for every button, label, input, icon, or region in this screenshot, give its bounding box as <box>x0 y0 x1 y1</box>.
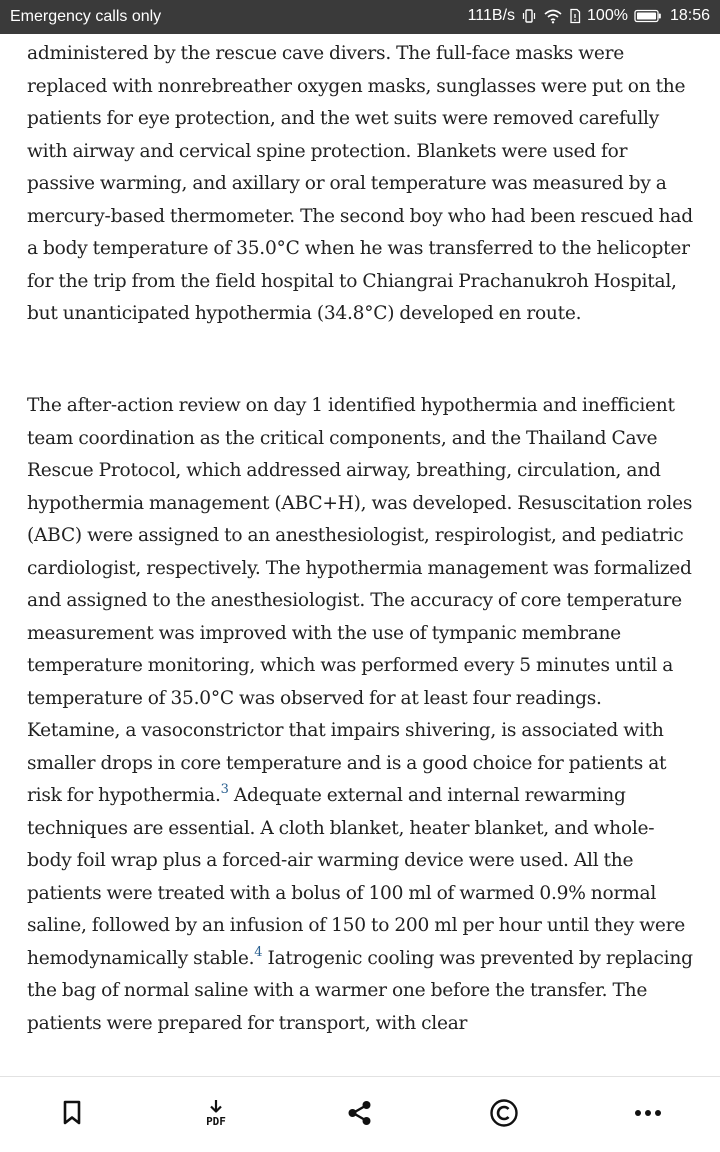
paragraph-text: Adequate external and internal rewarming techniques are essential. A cloth blanket, heater blanket, and whole-body foil wrap plus a forced-air warming device were used. All the patients were treated with a bolus of 100 ml of warmed 0.9% normal saline, followed by an infusion of 150 to 200 ml per hour until they were hemodynamically stable. <box>27 785 686 969</box>
bookmark-button[interactable] <box>48 1091 96 1135</box>
share-button[interactable] <box>336 1091 384 1135</box>
vibrate-icon <box>521 8 537 24</box>
copyright-icon <box>489 1098 519 1128</box>
network-speed: 111B/s <box>467 7 516 24</box>
battery-percent: 100% <box>587 7 628 24</box>
paragraph-text: Iatrogenic cooling was prevented by replacing the bag of normal saline with a warmer one before the transfer. The patients were prepared for transport, with clear <box>27 947 693 1034</box>
more-icon <box>634 1109 662 1117</box>
sim-icon <box>569 8 581 24</box>
paragraph-text: The after-action review on day 1 identified hypothermia and inefficient team coordination as the critical components, and the Thailand Cave Rescue Protocol, which addressed airway, breathing, circulation, and hypothermia management (ABC+H), was developed. Resuscitation roles (ABC) were assigned to an anesthesiologist, respirologist, and pediatric cardiologist, respectively. The hypothermia management was formalized and assigned to the anesthesiologist. The accuracy of core temperature measurement was improved with the use of tympanic membrane temperature monitoring, which was performed every 5 minutes until a temperature of 35.0°C was observed for at least four readings. Ketamine, a vasoconstrictor that impairs shivering, is associated with smaller drops in core temperature and is a good choice for patients at risk for hypothermia. <box>27 395 693 806</box>
article-paragraph <box>27 390 695 1040</box>
bookmark-icon <box>62 1100 82 1126</box>
wifi-icon <box>543 8 563 24</box>
clock: 18:56 <box>669 7 710 24</box>
share-icon <box>347 1100 373 1126</box>
bottom-action-bar <box>0 1076 720 1152</box>
status-bar <box>0 0 720 34</box>
battery-icon <box>634 9 662 23</box>
carrier-status: Emergency calls only <box>10 8 162 25</box>
article-body[interactable] <box>27 34 695 1078</box>
pdf-label: PDF <box>206 1115 226 1128</box>
copyright-button[interactable] <box>480 1091 528 1135</box>
article-paragraph: administered by the rescue cave divers. The full-face masks were replaced with nonrebreather oxygen masks, sunglasses were put on the patients for eye protection, and the wet suits were removed carefully with airway and cervical spine protection. Blankets were used for passive warming, and axillary or oral temperature was measured by a mercury-based thermometer. The second boy who had been rescued had a body temperature of 35.0°C when he was transferred to the helicopter for the trip from the field hospital to Chiangrai Prachanukroh Hospital, but unanticipated hypothermia (34.8°C) developed en route. <box>27 43 693 324</box>
more-options-button[interactable] <box>624 1091 672 1135</box>
pdf-download-icon <box>206 1099 226 1127</box>
pdf-download-button[interactable] <box>192 1091 240 1135</box>
reference-link-3[interactable]: 3 <box>220 782 229 797</box>
reference-link-4[interactable]: 4 <box>254 944 263 960</box>
status-icons <box>468 7 710 25</box>
